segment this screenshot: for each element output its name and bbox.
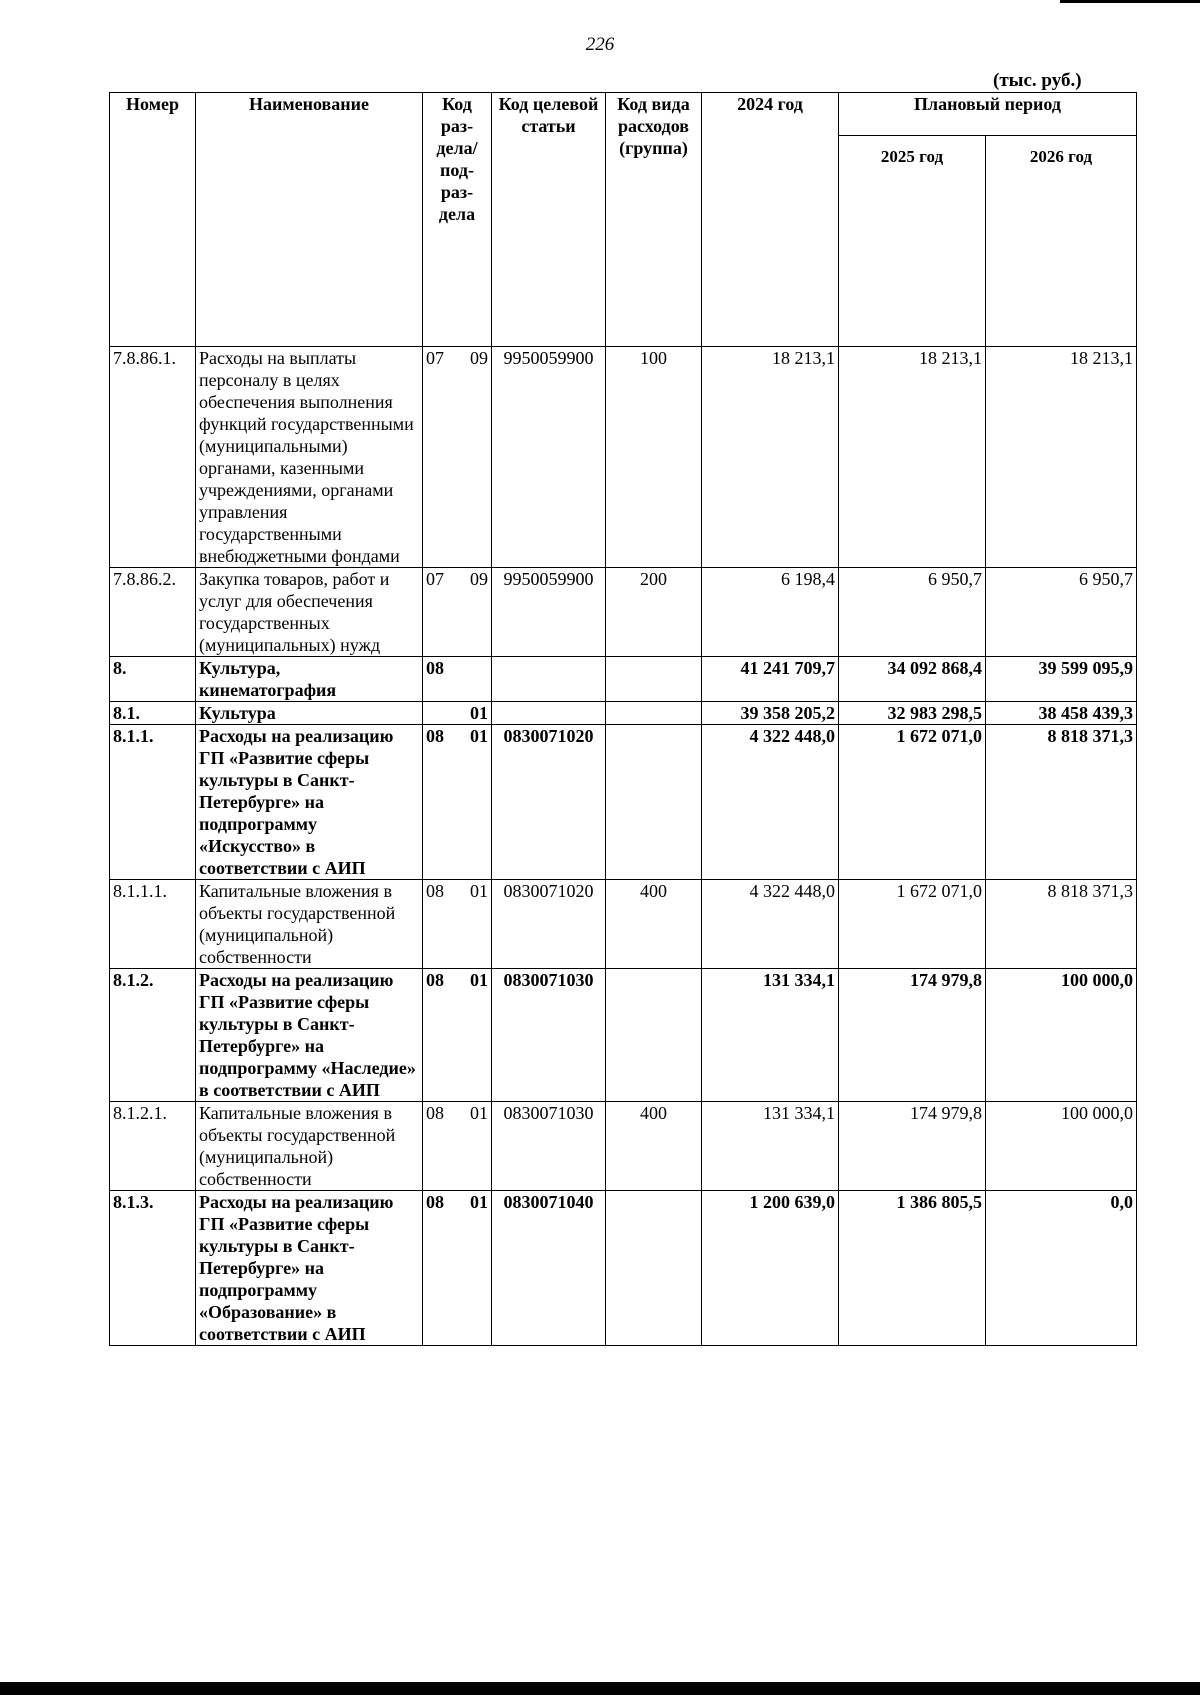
row-2025: 174 979,8 xyxy=(839,969,986,1102)
row-2024: 39 358 205,2 xyxy=(702,702,839,725)
row-number: 7.8.86.1. xyxy=(110,347,196,568)
section-code: 07 xyxy=(426,569,444,589)
scan-edge-line xyxy=(1060,0,1200,3)
row-section-code xyxy=(423,657,492,702)
row-name: Закупка товаров, работ и услуг для обеспечения государственных (муниципальных) нужд xyxy=(196,568,423,657)
row-name: Капитальные вложения в объекты государственной (муниципальной) собственности xyxy=(196,880,423,969)
page-number: 226 xyxy=(585,34,615,55)
row-2026: 100 000,0 xyxy=(986,1102,1137,1191)
row-2026: 18 213,1 xyxy=(986,347,1137,568)
row-name: Расходы на реализацию ГП «Развитие сферы культуры в Санкт-Петербурге» на подпрограмму «Образование» в соответствии с АИП xyxy=(196,1191,423,1346)
table-row xyxy=(110,1102,1137,1191)
row-target-code xyxy=(492,657,606,702)
row-2026: 0,0 xyxy=(986,1191,1137,1346)
row-2026: 8 818 371,3 xyxy=(986,725,1137,880)
row-section-code xyxy=(423,702,492,725)
row-section-code xyxy=(423,725,492,880)
subsection-code: 01 xyxy=(470,726,488,746)
subsection-code: 09 xyxy=(470,348,488,368)
row-section-code xyxy=(423,347,492,568)
row-target-code xyxy=(492,702,606,725)
row-2026: 38 458 439,3 xyxy=(986,702,1137,725)
row-2026: 6 950,7 xyxy=(986,568,1137,657)
row-number: 8.1.2.1. xyxy=(110,1102,196,1191)
header-planning-period: Плановый период xyxy=(839,93,1137,136)
row-section-code xyxy=(423,1102,492,1191)
row-2025: 32 983 298,5 xyxy=(839,702,986,725)
row-expense-type xyxy=(606,1191,702,1346)
row-expense-type xyxy=(606,657,702,702)
row-expense-type: 200 xyxy=(606,568,702,657)
table-row xyxy=(110,657,1137,702)
row-target-code: 0830071020 xyxy=(492,725,606,880)
subsection-code: 01 xyxy=(470,970,488,990)
row-number: 8.1.3. xyxy=(110,1191,196,1346)
subsection-code: 01 xyxy=(470,703,488,723)
row-target-code: 0830071020 xyxy=(492,880,606,969)
header-target-code: Код целевой статьи xyxy=(492,93,606,347)
row-2026: 39 599 095,9 xyxy=(986,657,1137,702)
section-code: 08 xyxy=(426,881,444,901)
subsection-code: 09 xyxy=(470,569,488,589)
budget-table xyxy=(109,92,1137,1346)
table-row xyxy=(110,725,1137,880)
header-number: Номер xyxy=(110,93,196,347)
units-note: (тыс. руб.) xyxy=(993,70,1082,91)
row-expense-type: 100 xyxy=(606,347,702,568)
row-2026: 100 000,0 xyxy=(986,969,1137,1102)
row-2024: 18 213,1 xyxy=(702,347,839,568)
section-code: 07 xyxy=(426,348,444,368)
subsection-code: 01 xyxy=(470,1103,488,1123)
row-name: Культура xyxy=(196,702,423,725)
header-section-code: Код раз-дела/ под-раз-дела xyxy=(423,93,492,347)
section-code: 08 xyxy=(426,970,444,990)
row-2025: 34 092 868,4 xyxy=(839,657,986,702)
row-expense-type xyxy=(606,725,702,880)
table-row xyxy=(110,969,1137,1102)
row-2024: 4 322 448,0 xyxy=(702,880,839,969)
section-code: 08 xyxy=(426,1192,444,1212)
row-number: 8.1.2. xyxy=(110,969,196,1102)
row-expense-type xyxy=(606,702,702,725)
row-2025: 174 979,8 xyxy=(839,1102,986,1191)
row-section-code xyxy=(423,880,492,969)
table-row xyxy=(110,568,1137,657)
row-name: Расходы на реализацию ГП «Развитие сферы культуры в Санкт-Петербурге» на подпрограмму «Искусство» в соответствии с АИП xyxy=(196,725,423,880)
table-row xyxy=(110,1191,1137,1346)
table-row xyxy=(110,347,1137,568)
row-expense-type xyxy=(606,969,702,1102)
row-2025: 18 213,1 xyxy=(839,347,986,568)
subsection-code: 01 xyxy=(470,881,488,901)
row-section-code xyxy=(423,1191,492,1346)
row-2024: 1 200 639,0 xyxy=(702,1191,839,1346)
row-2025: 1 672 071,0 xyxy=(839,725,986,880)
subsection-code: 01 xyxy=(470,1192,488,1212)
row-2024: 4 322 448,0 xyxy=(702,725,839,880)
row-target-code: 0830071040 xyxy=(492,1191,606,1346)
table-row xyxy=(110,880,1137,969)
row-target-code: 9950059900 xyxy=(492,347,606,568)
header-year-2025: 2025 год xyxy=(839,136,986,347)
row-2025: 6 950,7 xyxy=(839,568,986,657)
section-code: 08 xyxy=(426,726,444,746)
row-2024: 131 334,1 xyxy=(702,1102,839,1191)
header-name: Наименование xyxy=(196,93,423,347)
header-year-2026: 2026 год xyxy=(986,136,1137,347)
row-name: Расходы на выплаты персоналу в целях обеспечения выполнения функций государственными (муниципальными) органами, казенными учреждениями, органами управления государственными внебюджетными фондами xyxy=(196,347,423,568)
row-2024: 41 241 709,7 xyxy=(702,657,839,702)
row-2026: 8 818 371,3 xyxy=(986,880,1137,969)
row-name: Расходы на реализацию ГП «Развитие сферы культуры в Санкт-Петербурге» на подпрограмму «Наследие» в соответствии с АИП xyxy=(196,969,423,1102)
section-code: 08 xyxy=(426,1103,444,1123)
row-number: 7.8.86.2. xyxy=(110,568,196,657)
row-name: Капитальные вложения в объекты государственной (муниципальной) собственности xyxy=(196,1102,423,1191)
section-code: 08 xyxy=(426,658,444,678)
header-expense-type: Код вида расходов (группа) xyxy=(606,93,702,347)
row-target-code: 9950059900 xyxy=(492,568,606,657)
row-number: 8. xyxy=(110,657,196,702)
row-section-code xyxy=(423,969,492,1102)
table-body xyxy=(110,347,1137,1346)
row-2024: 131 334,1 xyxy=(702,969,839,1102)
row-expense-type: 400 xyxy=(606,1102,702,1191)
row-2025: 1 672 071,0 xyxy=(839,880,986,969)
row-expense-type: 400 xyxy=(606,880,702,969)
header-year-2024: 2024 год xyxy=(702,93,839,347)
row-target-code: 0830071030 xyxy=(492,969,606,1102)
row-number: 8.1. xyxy=(110,702,196,725)
row-section-code xyxy=(423,568,492,657)
row-2025: 1 386 805,5 xyxy=(839,1191,986,1346)
row-number: 8.1.1.1. xyxy=(110,880,196,969)
row-target-code: 0830071030 xyxy=(492,1102,606,1191)
row-number: 8.1.1. xyxy=(110,725,196,880)
row-name: Культура, кинематография xyxy=(196,657,423,702)
table-row xyxy=(110,702,1137,725)
row-2024: 6 198,4 xyxy=(702,568,839,657)
scan-bottom-band xyxy=(0,1682,1200,1695)
